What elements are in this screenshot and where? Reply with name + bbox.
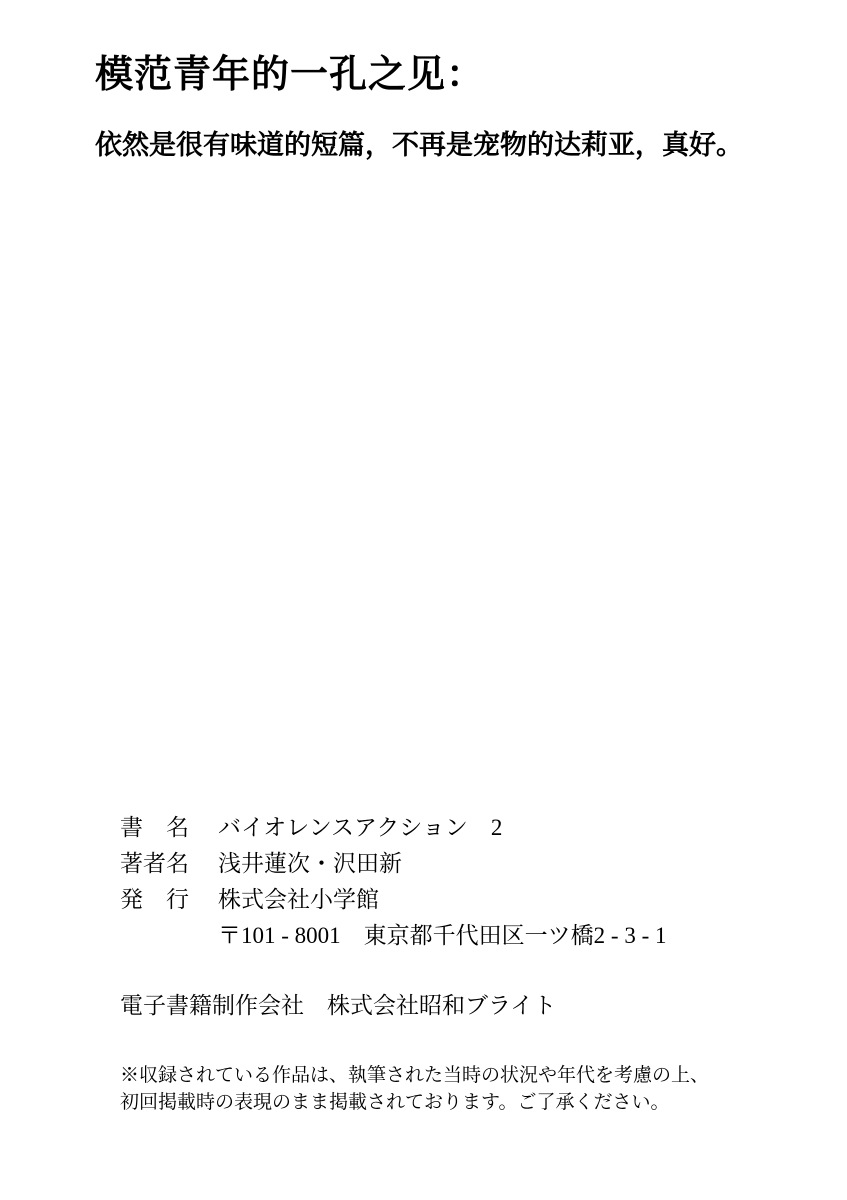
colophon-row-address [120,918,800,954]
colophon-row-publisher [120,882,800,918]
disclaimer-note-line-1: ※収録されている作品は、執筆された当時の状況や年代を考慮の上、 [120,1065,710,1086]
colophon-value-address: 〒101 - 8001 東京都千代田区一ツ橋2 - 3 - 1 [218,923,667,948]
review-title: 模范青年的一孔之见： [95,54,486,96]
colophon-value-publisher: 株式会社小学館 [218,887,379,912]
review-header [95,52,795,162]
colophon-label-book-title: 書 名 [120,815,189,840]
book-colophon [120,810,800,1116]
colophon-row-author [120,846,800,882]
review-body: 依然是很有味道的短篇，不再是宠物的达莉亚，真好。 [95,130,743,160]
colophon-label-publisher: 発 行 [120,887,189,912]
disclaimer-note-line-2: 初回掲載時の表現のまま掲載されております。ご了承ください。 [120,1092,670,1113]
colophon-value-author: 浅井蓮次・沢田新 [218,851,402,876]
ebook-producer-line: 電子書籍制作会社 株式会社昭和ブライト [120,993,557,1018]
colophon-row-book-title [120,810,800,846]
colophon-label-author: 著者名 [120,851,189,876]
colophon-label-address [120,918,218,954]
colophon-value-book-title: バイオレンスアクション 2 [218,815,503,840]
